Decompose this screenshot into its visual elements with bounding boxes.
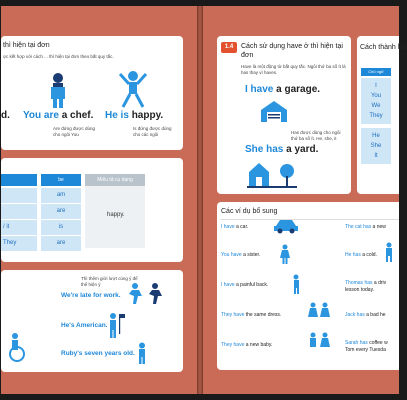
flag-person-icon [107, 312, 125, 338]
side-group-1-item: We [371, 103, 381, 109]
side-group-1-item: They [369, 113, 383, 119]
example-rest: the same dress. [245, 312, 282, 318]
wheelchair-icon [5, 332, 31, 362]
table-row [1, 220, 81, 235]
section-sentence-1-subject: I have [245, 84, 274, 95]
table-cell-be: are [41, 204, 81, 219]
example-left-4 [221, 312, 281, 318]
side-group-1-item: I [375, 83, 377, 89]
table-row [1, 188, 81, 203]
example-rest: coffee w [369, 340, 388, 346]
girl-icon [279, 244, 291, 264]
section-sentence-2 [245, 144, 318, 155]
examples-card [217, 202, 399, 370]
section-sentence-1-object: a garage. [276, 84, 321, 95]
two-women-icon [307, 302, 331, 322]
sentence-1: d. [1, 110, 10, 121]
side-group-2-item: It [374, 153, 378, 159]
note-is: Is đứng được dùng cho các ngôi [133, 126, 172, 137]
example-subject: Sarah has [345, 340, 368, 346]
right-page [203, 6, 407, 394]
example-left-3 [221, 282, 268, 288]
example-rest: a new baby. [245, 342, 273, 348]
example-subject: You have [221, 252, 242, 258]
child-icon [135, 342, 149, 364]
table-body [1, 188, 81, 251]
example-rest-line-2: Tom every Tuesda [345, 347, 386, 353]
example-subject: I have [221, 224, 235, 230]
table-cell-subject [1, 188, 37, 203]
table-header [1, 174, 161, 186]
note-are: Are đứng được dùng cho ngôi You [53, 126, 96, 137]
bottom-card [1, 270, 183, 372]
side-card [357, 36, 407, 194]
example-right-1 [345, 224, 386, 230]
example-rest: a car. [236, 224, 249, 230]
table-card [1, 158, 183, 262]
examples-title: Các ví dụ bổ sung [221, 208, 278, 215]
example-rest: a driv [373, 280, 387, 286]
example-subject: Jack has [345, 312, 365, 318]
side-group-2-item: She [370, 143, 382, 149]
section-sentence-2-object: a yard. [286, 144, 319, 155]
example-rest: a cold. [362, 252, 377, 258]
bottom-example-2: He's American. [61, 322, 108, 329]
side-group-1 [361, 78, 391, 124]
sentence-3-object: happy. [131, 110, 164, 121]
running-people-icon [127, 282, 167, 306]
section-description: Have là một động từ bất quy tắc. Ngôi thứ ba số ít là has thay vì haves. [241, 64, 346, 75]
example-subject: They have [221, 342, 245, 348]
side-group-2-item: He [372, 133, 380, 139]
table-row [1, 204, 81, 219]
sick-person-icon [383, 242, 395, 262]
example-rest: a sister. [243, 252, 261, 258]
example-right-2 [345, 252, 377, 258]
family-icon [307, 332, 331, 352]
chef-icon [45, 72, 71, 108]
table-cell-be: are [41, 236, 81, 251]
garage-icon [259, 100, 289, 122]
section-sentence-2-subject: She has [245, 144, 284, 155]
example-right-3 [345, 280, 386, 294]
example-subject: The cat has [345, 224, 372, 230]
example-right-4 [345, 312, 386, 318]
bottom-example-1: We're late for work. [61, 292, 121, 299]
example-subject: I have [221, 282, 235, 288]
car-icon [273, 218, 299, 234]
example-subject: He has [345, 252, 361, 258]
example-rest: a bad he [366, 312, 386, 318]
bottom-example-3: Ruby's seven years old. [61, 350, 135, 357]
card-title: thì hiện tại đơn [3, 42, 50, 49]
left-page [1, 6, 197, 394]
back-pain-icon [291, 274, 301, 294]
side-group-2 [361, 128, 391, 164]
house-yard-icon [247, 160, 297, 188]
example-rest-line-2: lesson today. [345, 287, 375, 293]
section-sentence-1 [245, 84, 320, 95]
side-title: Cách thành lập [360, 44, 407, 51]
top-card [1, 36, 183, 150]
sentence-2-object: a chef. [61, 110, 94, 121]
sentence-3 [105, 110, 163, 121]
example-left-1 [221, 224, 248, 230]
card-subtitle: ợc kết hợp với cách ... thì hiện tại đơn theo bất quy tắc. [3, 54, 114, 59]
table-header-col-2: be [41, 174, 81, 186]
section-number: 1.4 [221, 42, 237, 53]
example-rest: a new [372, 224, 386, 230]
table-cell-subject: / it [1, 220, 37, 235]
example-subject: Thomas has [345, 280, 373, 286]
examples-divider [221, 219, 399, 220]
example-left-2 [221, 252, 260, 258]
table-row [1, 236, 81, 251]
table-cell-be: is [41, 220, 81, 235]
table-header-col-3: Miêu tả cụ dạng [85, 174, 145, 186]
bottom-note: Thì thêm giới lượt cùng ý để thể hiện ý [81, 276, 138, 287]
side-group-1-item: You [370, 93, 382, 99]
table-cell-subject [1, 204, 37, 219]
section-note: Has được dùng cho ngôi thứ ba số ít. He, she, it [291, 130, 341, 141]
example-rest: a painful back. [236, 282, 269, 288]
sentence-2-subject: You are [23, 110, 59, 121]
sentence-3-subject: He is [105, 110, 129, 121]
section-title: Cách sử dụng have ở thì hiện tại đơn [241, 43, 343, 59]
example-subject: They have [221, 312, 245, 318]
side-header: Chủ ngữ [361, 68, 391, 76]
table-side-word: happy. [107, 212, 125, 218]
sentence-2 [23, 110, 93, 121]
happy-person-icon [119, 70, 147, 108]
table-cell-subject: They [1, 236, 37, 251]
table-cell-be: am [41, 188, 81, 203]
example-left-5 [221, 342, 272, 348]
table-header-col-1 [1, 174, 37, 186]
example-right-5 [345, 340, 388, 354]
section-card [217, 36, 351, 194]
